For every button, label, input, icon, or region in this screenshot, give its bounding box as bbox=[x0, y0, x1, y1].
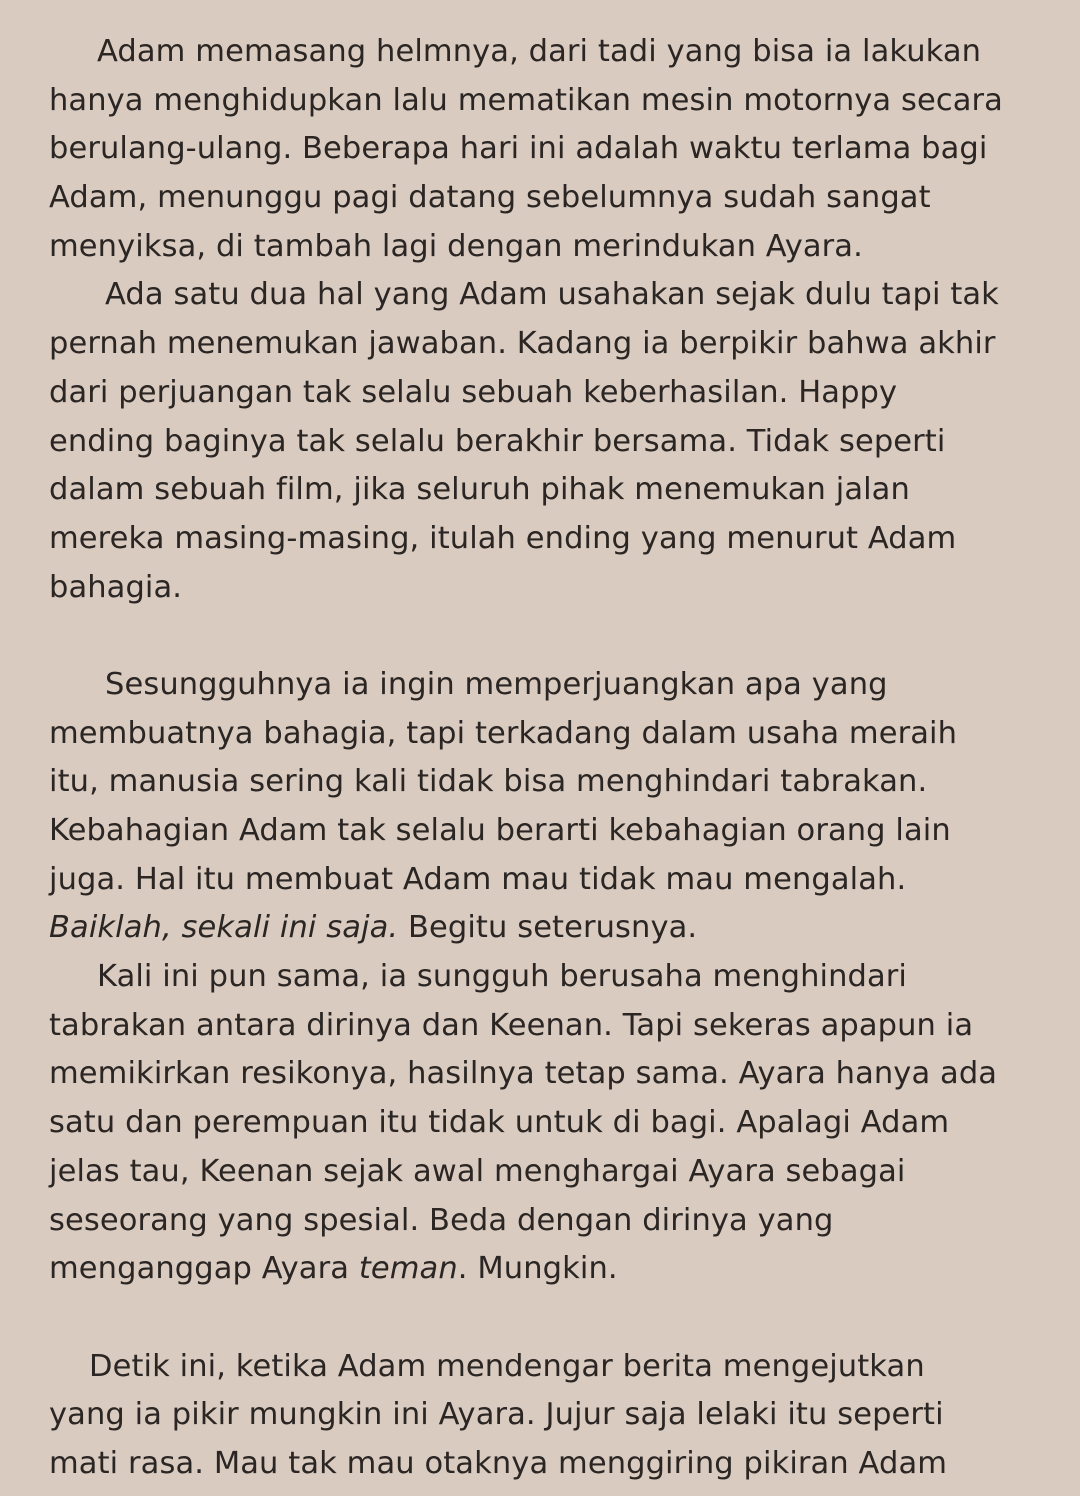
text-line: Adam, menunggu pagi datang sebelumnya sudah sangat bbox=[49, 180, 931, 216]
text-line: berulang-ulang. Beberapa hari ini adalah waktu terlama bagi bbox=[49, 131, 988, 167]
paragraph-5 bbox=[49, 1343, 1040, 1489]
text-line: bahagia. bbox=[49, 569, 183, 605]
paragraph-gap bbox=[49, 1294, 1040, 1343]
paragraph-4 bbox=[49, 953, 1040, 1294]
text-line: Kebahagian Adam tak selalu berarti kebahagian orang lain bbox=[49, 813, 951, 848]
text-fragment: . Mungkin. bbox=[457, 1251, 618, 1287]
text-line: dari perjuangan tak selalu sebuah keberhasilan. Happy bbox=[49, 374, 898, 410]
text-line: tabrakan antara dirinya dan Keenan. Tapi sekeras apapun ia bbox=[49, 1007, 974, 1043]
text-line: yang ia pikir mungkin ini Ayara. Jujur saja lelaki itu seperti bbox=[49, 1397, 944, 1433]
italic-word: teman bbox=[358, 1251, 458, 1287]
text-line: itu, manusia sering kali tidak bisa menghindari tabrakan. bbox=[49, 764, 928, 800]
text-line: Sesungguhnya ia ingin memperjuangkan apa yang bbox=[105, 666, 888, 702]
paragraph-3 bbox=[49, 661, 1040, 953]
text-line: ending baginya tak selalu berakhir bersama. Tidak seperti bbox=[49, 423, 946, 459]
text-line: juga. Hal itu membuat Adam mau tidak mau mengalah. bbox=[49, 861, 907, 897]
paragraph-gap bbox=[49, 612, 1040, 661]
text-line: pernah menemukan jawaban. Kadang ia berpikir bahwa akhir bbox=[49, 326, 996, 362]
text-line: Kali ini pun sama, ia sungguh berusaha menghindari bbox=[97, 959, 908, 995]
text-line: mereka masing-masing, itulah ending yang menurut Adam bbox=[49, 520, 957, 556]
text-line: jelas tau, Keenan sejak awal menghargai Ayara sebagai bbox=[49, 1153, 906, 1189]
text-line: Detik ini, ketika Adam mendengar berita mengejutkan bbox=[89, 1348, 925, 1384]
text-line: dalam sebuah film, jika seluruh pihak menemukan jalan bbox=[49, 472, 910, 508]
text-line: hanya menghidupkan lalu mematikan mesin motornya secara bbox=[49, 82, 1003, 118]
text-line: mati rasa. Mau tak mau otaknya menggiring pikiran Adam bbox=[49, 1445, 948, 1481]
text-line: Ada satu dua hal yang Adam usahakan sejak dulu tapi tak bbox=[105, 277, 999, 313]
paragraph-2 bbox=[49, 271, 1040, 612]
text-line bbox=[49, 1245, 1040, 1294]
text-line: Adam memasang helmnya, dari tadi yang bisa ia lakukan bbox=[97, 34, 982, 69]
text-line: satu dan perempuan itu tidak untuk di bagi. Apalagi Adam bbox=[49, 1105, 950, 1141]
paragraph-1 bbox=[49, 28, 1040, 271]
text-line: memikirkan resikonya, hasilnya tetap sama. Ayara hanya ada bbox=[49, 1056, 998, 1092]
italic-thought: Baiklah, sekali ini saja. bbox=[49, 910, 399, 946]
text-fragment: Begitu seterusnya. bbox=[398, 910, 698, 946]
text-line: membuatnya bahagia, tapi terkadang dalam usaha meraih bbox=[49, 715, 958, 751]
text-line bbox=[49, 904, 1040, 953]
text-line: menyiksa, di tambah lagi dengan merindukan Ayara. bbox=[49, 228, 863, 264]
text-line: seseorang yang spesial. Beda dengan dirinya yang bbox=[49, 1202, 834, 1238]
text-fragment: menganggap Ayara bbox=[49, 1251, 359, 1287]
